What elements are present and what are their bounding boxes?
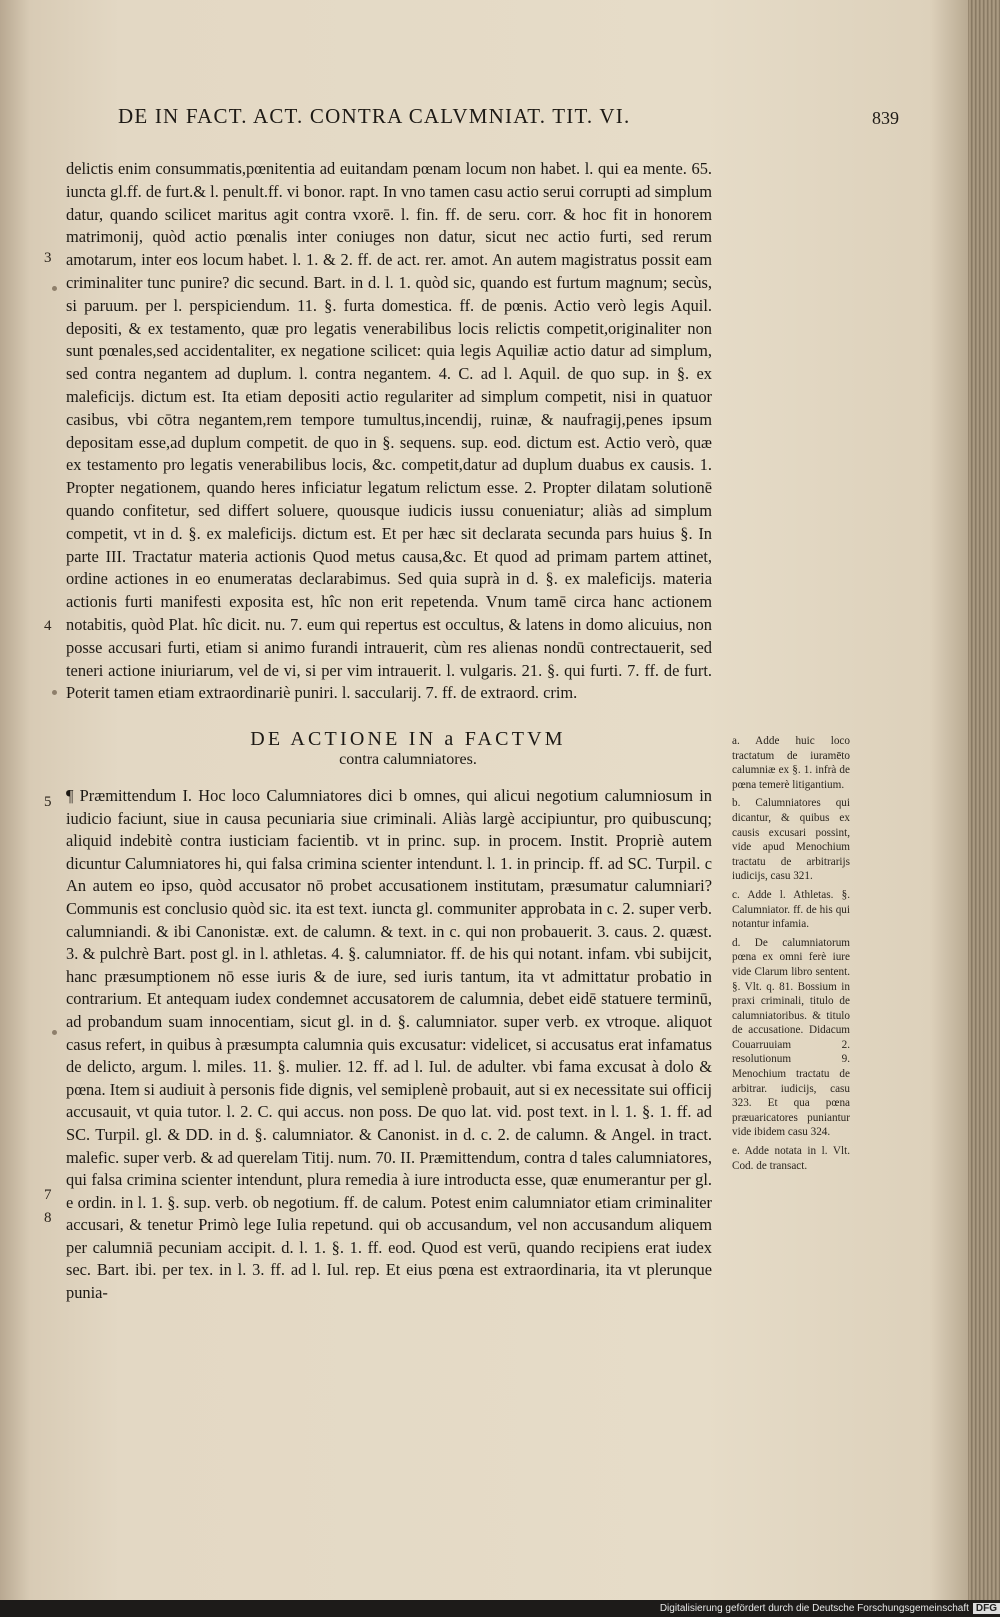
- margin-note: d. De calumniatorum pœna ex omni ferè iure vide Clarum libro sentent. §. Vlt. q. 81. Bossium in praxi criminali, titulo de calumniatoribus. & titulo de accusatione. Didacum Couarruuiam 2. resolutionum 9. Menochium tractatu de arbitrar. iudicijs, casu 323. Et qua pœna præuaricatores puniantur vide ibidem casu 324.: [732, 936, 850, 1139]
- margin-note: e. Adde notata in l. Vlt. Cod. de transact.: [732, 1145, 850, 1172]
- footer-credit: Digitalisierung gefördert durch die Deutsche Forschungsgemeinschaft: [659, 1603, 969, 1614]
- margin-number: 3: [44, 250, 52, 266]
- digitization-footer: [0, 1600, 1000, 1617]
- margin-note: b. Calumniatores qui dicantur, & quibus ex causis excusari possint, vide apud Menochium tractatu de arbitrarijs iudicijs, casu 321.: [732, 797, 850, 883]
- margin-note: a. Adde huic loco tractatum de iuramēto calumniæ ex §. 1. infrà de pœna temerè litigantium.: [732, 735, 850, 791]
- section-heading-subtitle: contra calumniatores.: [339, 751, 477, 768]
- body-text-bottom: ¶ Præmittendum I. Hoc loco Calumniatores dici b omnes, qui alicui negotium calumniosum in iudicio faciunt, siue in causa pecuniaria siue criminali. Aliàs largè accipiuntur, pro quibuscunq; aliquid indebitè contra iusticiam facientib. vt in princ. sup. in procem. Instit. Propriè autem dicuntur Calumniatores hi, qui falsa crimina scienter intendunt. l. 1. in princip. ff. ad SC. Turpil. c An autem eo ipso, quòd accusator nō probet accusationem institutam, præsumatur calumniari? Communis est conclusio quòd sic. ita est text. iuncta gl. communiter approbata in c. 2. super verb. calumniandi. & ibi Canonistæ. ext. de calumn. & text. in c. qui non probauerit. 3. caus. 2. quæst. 3. & pulchrè Bart. post gl. in l. athletas. 4. §. calumniator. ff. de his qui notant. infam. vbi subijcit, hanc præsumptionem nō esse iuris & de iure, sed iuris tantum, ita vt admittatur probatio in contrarium. Et antequam iudex condemnet accusatorem de calumnia, debet eidē statuere terminū, ad probandum suam innocentiam, sicut gl. in d. §. calumniator. super verb. ex vtroque. aliquot casus refert, in quibus à præsumpta calumnia quis excusatur: videlicet, si accusatus erat infamatus de delicto, argum. l. miles. 11. §. mulier. 12. ff. ad l. Iul. de adulter. vbi fama excusat à dolo & pœna. Item si audiuit à personis fide dignis, vel semiplenè probauit, aut si ex necessitate sui officij accusauit, vt quia tutor. l. 2. C. qui accus. non poss. De quo lat. vid. post text. in l. 1. §. 1. ff. ad SC. Turpil. gl. & DD. in d. §. calumniator. & Canonist. in d. c. 2. de calumn. & Angel. in tract. malefic. super verb. & ad querelam Titij. num. 70. II. Præmittendum, contra d tales calumniatores, qui falsa crimina scienter intendunt, plura remedia à iure introducta esse, quæ enumerantur per gl. e ordin. in l. 1. §. sup. verb. ob negotium. ff. de calum. Potest enim calumniator etiam criminaliter accusari, & tenetur Primò lege Iulia repetund. qui ob accusandum, vel non accusandum aliquem per calumniā pecuniam accipit. d. l. 1. §. 1. ff. eod. Quod est verū, quando recipiens erat iudex sec. Bart. ibi. per tex. in l. 3. ff. ad l. Iul. rep. Et eius pœna est extraordinaria, ita vt plerunque punia-: [66, 786, 712, 1303]
- margin-dot: [52, 1030, 57, 1035]
- margin-note: c. Adde l. Athletas. §. Calumniator. ff. de his qui notantur infamia.: [732, 888, 850, 931]
- page-number: 839: [872, 108, 899, 128]
- dfg-logo: DFG: [973, 1603, 1000, 1614]
- section-heading: [168, 728, 648, 769]
- body-text-top: [66, 158, 712, 705]
- page-edge: [968, 0, 1000, 1600]
- margin-dot: [52, 690, 57, 695]
- running-title: DE IN FACT. ACT. CONTRA CALVMNIAT. TIT. VI.: [118, 104, 631, 128]
- margin-dot: [52, 286, 57, 291]
- margin-number: 5: [44, 794, 52, 810]
- margin-number: 8: [44, 1210, 52, 1226]
- paragraph: delictis enim consummatis,pœnitentia ad euitandam pœnam locum non habet. l. qui ea mente. 65. iuncta gl.ff. de furt.& l. penult.ff. vi bonor. rapt. In vno tamen casu actio serui corrupti ad simplum datur, quando scilicet maritus agit contra vxorē. l. fin. ff. de seru. corr. & hoc fit in honorem matrimonij, quòd actio pœnalis inter coniuges non datur, sicut nec actio furti, sed rerum amotarum, inter eos locum habet. l. 1. & 2. ff. de act. rer. amot. An autem magistratus possit eam criminaliter tunc punire? dic secund. Bart. in d. l. 1. quòd sic, quando est furtum magnum; secùs, si paruum. per l. perspiciendum. 11. §. furta domestica. ff. de pœnis. Actio verò legis Aquil. depositi, & ex testamento, quæ pro legatis venerabilibus locis relictis competit,originaliter non sunt pœnales,sed accidentaliter, ex negatione scilicet: quia legis Aquiliæ actio datur ad simplum, sed contra negantem ad duplum. l. contra negantem. 4. C. ad l. Aquil. de quo sup. in §. ex maleficijs. dictum est. Ita etiam depositi actio regulariter ad simplum competit, nisi in quatuor casibus, vbi cōtra negantem,rem tempore tumultus,incendij, ruinæ, & naufragij,penes ipsum depositam esse,ad duplum competit. de quo in §. sequens. sup. eod. dictum est. Actio verò, quæ ex testamento pro legatis venerabilibus locis, &c. competit,datur ad duplum duabus ex causis. 1. Propter negationem, quando heres inficiatur legatum relictum esse. 2. Propter dilatam solutionē quando confitetur, sed differt soluere, quousque iudicis iussu conueniatur; aliàs ad simplum competit, vt in d. §. ex maleficijs. dictum est. Et per hæc sit declarata secunda pars huius §. In parte III. Tractatur materia actionis Quod metus causa,&c. Et quod ad primam partem attinet, ordine actiones in eo enumeratas declarabimus. Sed quia suprà in d. §. ex maleficijs. materia actionis furti manifesti exposita est, hîc non erit repetenda. Vnum tamē circa hanc actionem notabitis, quòd Plat. hîc dicit. nu. 7. eum qui repertus est occultus, & latens in domo alicuius, non posse accusari furti, etiam si animo furandi intrauerit, cùm res alienas nondū contrectauerit, sed teneri actione iniuriarum, vel de vi, si per vim intrauerit. l. vulgaris. 21. §. qui furti. 7. ff. de furt. Poterit tamen etiam extraordinariè puniri. l. saccularij. 7. ff. de extraord. crim.: [66, 159, 712, 703]
- section-heading-title: DE ACTIONE IN a FACTVM: [250, 728, 566, 750]
- margin-number: 4: [44, 618, 52, 634]
- margin-number: 7: [44, 1187, 52, 1203]
- margin-notes: [732, 734, 850, 1177]
